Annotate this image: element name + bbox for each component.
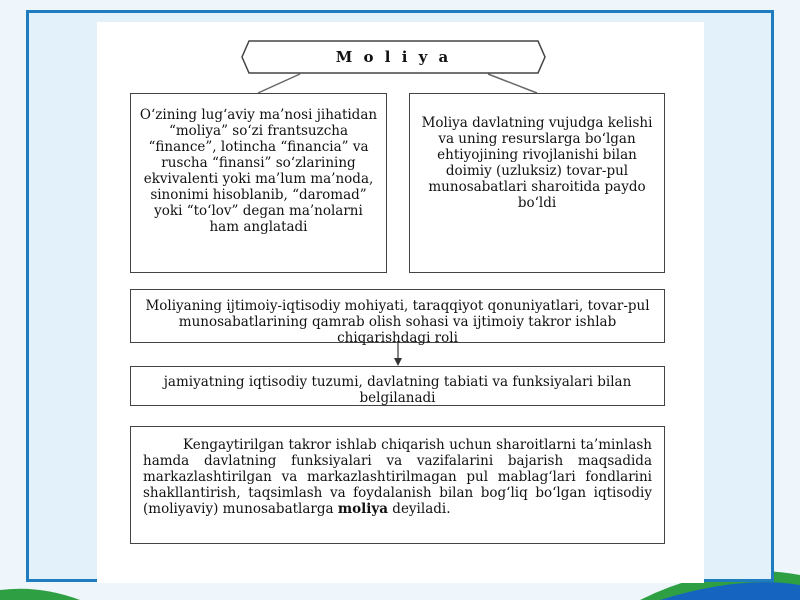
definition-box — [130, 426, 665, 544]
definition-end: deyiladi. — [392, 501, 451, 517]
essence-box — [130, 289, 665, 346]
essence-text: Moliyaning ijtimoiy-iqtisodiy mohiyati, taraqqiyot qonuniyatlari, tovar-pul munosabatlarining qamrab olish sohasi va ijtimoiy takror ishlab chiqarishdagi roli — [145, 298, 650, 346]
connector-title-right — [488, 74, 537, 93]
definition-term: moliya — [337, 501, 388, 517]
connector-title-left — [258, 74, 300, 93]
origin-box — [409, 93, 665, 273]
definition-paragraph — [143, 437, 652, 517]
determined-box — [130, 366, 665, 406]
etymology-text: O‘zining lug‘aviy ma’nosi jihatidan “moliya” so‘zi frantsuzcha “finance”, lotincha “financia” va ruscha “finansi” so‘zlarining ekvivalenti yoki ma’lum ma’noda, sinonimi hisoblanib, “daromad” yoki “to‘lov” degan ma’nolarni ham anglatadi — [139, 107, 378, 235]
origin-text: Moliya davlatning vujudga kelishi va uning resurslarga bo‘lgan ehtiyojining rivojlanishi bilan doimiy (uzluksiz) tovar-pul munosabatlari sharoitida paydo bo‘ldi — [421, 115, 653, 211]
diagram-title: M o l i y a — [335, 48, 452, 66]
definition-text: Kengaytirilgan takror ishlab chiqarish uchun sharoitlarni ta’minlash hamda davlatning funksiyalari va vazifalarini bajarish maqsadida markazlashtirilgan va markazlashtirilmagan pul mablag‘lari fondlarini shakllantirish, taqsimlash va foydalanish bilan bog‘liq bo‘lgan iqtisodiy (moliyaviy) munosabatlarga — [143, 437, 652, 517]
arrow-down-icon — [394, 358, 402, 366]
determined-text: jamiyatning iqtisodiy tuzumi, davlatning tabiati va funksiyalari bilan belgilanadi — [163, 374, 632, 406]
etymology-box — [130, 93, 387, 273]
